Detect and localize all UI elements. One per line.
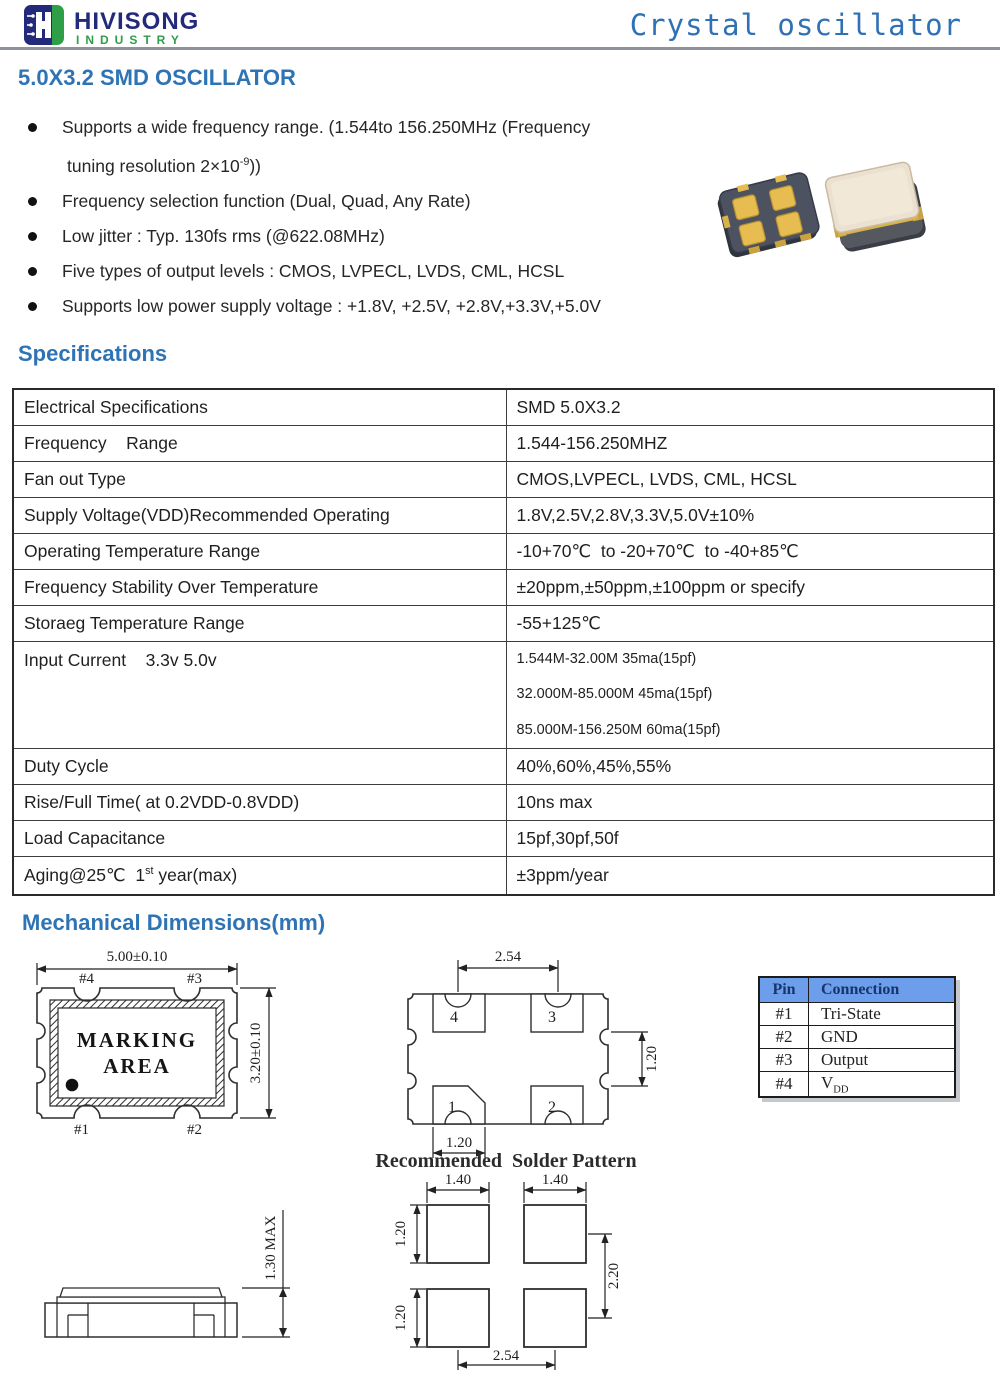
- pad-number: 4: [450, 1009, 458, 1026]
- dim-bottom-label: 1.20: [445, 1135, 473, 1151]
- feature-text: Supports a wide frequency range. (1.544to 156.250MHz (Frequency: [62, 117, 591, 137]
- feature-text: Five types of output levels : CMOS, LVPECL, LVDS, CML, HCSL: [62, 260, 565, 281]
- pin-label: #4: [79, 971, 94, 987]
- pin-connection-table: [758, 976, 956, 1098]
- table-row: [13, 569, 994, 605]
- dim-pitch-label: 2.54: [494, 949, 522, 965]
- side-view-drawing: [30, 1198, 310, 1348]
- bullet-icon: [28, 302, 37, 311]
- dim-width-label: 5.00±0.10: [106, 949, 168, 965]
- spec-label: Fan out Type: [13, 461, 506, 497]
- feature-item: [20, 219, 710, 254]
- connection-col-header: Connection: [809, 977, 956, 1003]
- bottom-view-drawing: [390, 946, 690, 1168]
- table-row: [13, 749, 994, 785]
- spec-value: 40%,60%,45%,55%: [506, 749, 994, 785]
- spec-value: ±20ppm,±50ppm,±100ppm or specify: [506, 569, 994, 605]
- spec-value: 1.544-156.250MHZ: [506, 425, 994, 461]
- spec-label: Duty Cycle: [13, 749, 506, 785]
- spec-label: Frequency Range: [13, 425, 506, 461]
- table-row: [13, 605, 994, 641]
- table-row: [13, 785, 994, 821]
- solder-pad: [427, 1289, 489, 1347]
- product-photo-bottom-view: [710, 156, 822, 268]
- spec-value: -55+125℃: [506, 605, 994, 641]
- table-row: [759, 1049, 955, 1072]
- spec-value: ±3ppm/year: [506, 857, 994, 895]
- specifications-heading: Specifications: [18, 341, 168, 366]
- pin-connection: Output: [809, 1049, 956, 1072]
- feature-text: Frequency selection function (Dual, Quad, Any Rate): [62, 190, 471, 211]
- feature-item: [20, 184, 710, 219]
- spec-label: Storaeg Temperature Range: [13, 605, 506, 641]
- table-row: [759, 1072, 955, 1098]
- feature-text: Low jitter : Typ. 130fs rms (@622.08MHz): [62, 225, 385, 246]
- marking-area-label: AREA: [103, 1054, 171, 1078]
- brand-name: HIVISONG: [74, 8, 200, 35]
- solder-pad: [524, 1289, 586, 1347]
- bullet-icon: [28, 197, 37, 206]
- header: [0, 0, 1000, 50]
- spec-value: 10ns max: [506, 785, 994, 821]
- bullet-icon: [28, 232, 37, 241]
- table-row: [13, 533, 994, 569]
- pin-number: #1: [759, 1003, 809, 1026]
- specifications-table: [12, 388, 995, 896]
- pin-label: #2: [187, 1122, 202, 1138]
- feature-item: [20, 289, 710, 324]
- dim-pad-height-label: 1.20: [393, 1304, 409, 1332]
- spec-value: 1.544M-32.00M 35ma(15pf) 32.000M-85.000M 45ma(15pf) 85.000M-156.250M 60ma(15pf): [506, 641, 994, 749]
- spec-label: Electrical Specifications: [13, 389, 506, 425]
- table-row: [13, 641, 994, 749]
- feature-text: tuning resolution $2\times 10^{-9}$)): [67, 155, 262, 176]
- dim-height-label: 3.20±0.10: [248, 1022, 264, 1084]
- spec-value: 1.8V,2.5V,2.8V,3.3V,5.0V±10%: [506, 497, 994, 533]
- dim-horizontal-pitch-label: 2.54: [492, 1348, 520, 1364]
- spec-value: -10+70℃ to -20+70℃ to -40+85℃: [506, 533, 994, 569]
- pin-label: #1: [74, 1122, 89, 1138]
- pad-number: 1: [448, 1099, 456, 1116]
- dim-max-height-label: 1.30 MAX: [263, 1215, 279, 1281]
- pin-connection: Tri-State: [809, 1003, 956, 1026]
- pad-number: 2: [548, 1099, 556, 1116]
- dim-pad-width-label: 1.40: [444, 1172, 472, 1188]
- feature-item: [20, 110, 710, 184]
- solder-pattern-title: Recommended Solder Pattern: [375, 1150, 637, 1172]
- table-row: [759, 1026, 955, 1049]
- table-row: [13, 425, 994, 461]
- solder-pad: [427, 1205, 489, 1263]
- header-divider: [0, 47, 1000, 50]
- solder-pattern-drawing: [392, 1172, 702, 1377]
- table-row: [13, 461, 994, 497]
- pin-connection: $V_{DD}$: [809, 1072, 956, 1098]
- table-row: [13, 821, 994, 857]
- lid-top: [60, 1288, 222, 1297]
- lid-seam: [57, 1297, 225, 1303]
- dim-pad-width-label: 1.40: [541, 1172, 569, 1188]
- pin-number: #2: [759, 1026, 809, 1049]
- arrow-up-icon: [279, 1288, 287, 1297]
- pin-connection: GND: [809, 1026, 956, 1049]
- product-title: 5.0X3.2 SMD OSCILLATOR: [18, 65, 296, 90]
- brand-logo-icon: [22, 4, 66, 46]
- dim-right-label: 1.20: [644, 1045, 660, 1073]
- spec-value: SMD 5.0X3.2: [506, 389, 994, 425]
- dim-pad-height-label: 1.20: [393, 1220, 409, 1248]
- table-row: [759, 977, 955, 1003]
- dim-vertical-pitch-label: 2.20: [606, 1262, 622, 1290]
- solder-pad: [524, 1205, 586, 1263]
- spec-label: Load Capacitance: [13, 821, 506, 857]
- spec-label: Operating Temperature Range: [13, 533, 506, 569]
- table-row: [13, 857, 994, 895]
- feature-text: Supports low power supply voltage : +1.8V, +2.5V, +2.8V,+3.3V,+5.0V: [62, 295, 601, 316]
- bullet-icon: [28, 123, 37, 132]
- table-row: [759, 1003, 955, 1026]
- package-body: [45, 1303, 237, 1337]
- table-row: [13, 389, 994, 425]
- pad-number: 3: [548, 1009, 556, 1026]
- spec-label: Input Current 3.3v 5.0v: [13, 641, 506, 749]
- marking-area-label: MARKING: [76, 1028, 198, 1052]
- arrow-down-icon: [279, 1328, 287, 1337]
- document-title: Crystal oscillator: [629, 8, 962, 42]
- table-row: [13, 497, 994, 533]
- product-photo-top-view: [822, 152, 928, 260]
- pin-label: #3: [187, 971, 202, 987]
- mechanical-heading: Mechanical Dimensions(mm): [22, 910, 326, 935]
- pin1-indicator-dot: [66, 1079, 79, 1092]
- top-view-drawing: [22, 948, 292, 1143]
- spec-label: Frequency Stability Over Temperature: [13, 569, 506, 605]
- bullet-icon: [28, 267, 37, 276]
- spec-value: 15pf,30pf,50f: [506, 821, 994, 857]
- pin-number: #3: [759, 1049, 809, 1072]
- feature-item: [20, 254, 710, 289]
- spec-value: CMOS,LVPECL, LVDS, CML, HCSL: [506, 461, 994, 497]
- brand-subtitle: INDUSTRY: [76, 33, 185, 47]
- pin-number: #4: [759, 1072, 809, 1098]
- spec-label: Aging@25℃ 1st year(max): [13, 857, 506, 895]
- feature-list: [20, 110, 710, 324]
- pin-col-header: Pin: [759, 977, 809, 1003]
- spec-label: Supply Voltage(VDD)Recommended Operating: [13, 497, 506, 533]
- spec-label: Rise/Full Time( at 0.2VDD-0.8VDD): [13, 785, 506, 821]
